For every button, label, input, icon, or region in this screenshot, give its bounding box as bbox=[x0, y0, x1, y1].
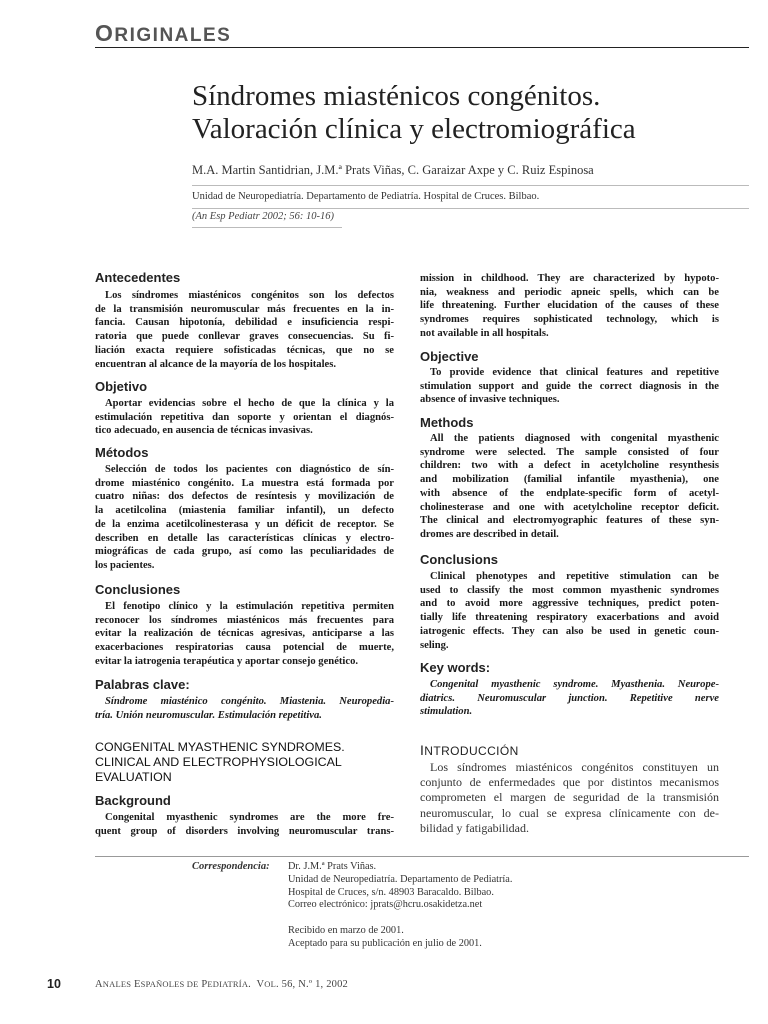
correspondence-text: Dr. J.M.ª Prats Viñas. Unidad de Neuropediatría. Departamento de Pediatría. Hospital de Cruces, s/n. 48903 Baracaldo. Bilbao. Correo electrónico: jprats@hcru.osakidetza.net Recibido en marzo de 2001. Aceptado para su publicación en julio de 2001. bbox=[288, 861, 513, 949]
methods-text: All the patients diagnosed with congenital myasthenic syndrome were selected. The sample consisted of four children: two with a defect in acetylcholine resynthesis and mobilization (familial infantile myasthenia), one with absence of the endplate-specific form of acetyl- cholinesterase and one with acetylcholine receptor deficit. The clinical and electromyographic features of these syn- dromes are described in detail. bbox=[420, 433, 719, 540]
divider bbox=[192, 208, 749, 209]
heading-palabras-clave: Palabras clave: bbox=[95, 677, 190, 692]
affiliation: Unidad de Neuropediatría. Departamento de Pediatría. Hospital de Cruces. Bilbao. bbox=[192, 191, 540, 202]
heading-methods: Methods bbox=[420, 415, 474, 430]
heading-key-words: Key words: bbox=[420, 660, 491, 675]
conclusions-text: Clinical phenotypes and repetitive stimulation can be used to classify the most common myasthenic syndromes and to avoid more aggressive techniques, predict poten- tially life threatening respiratory exacerbations and avoid iatrogenic effects. They can also be used in genetic coun- seling. bbox=[420, 571, 719, 651]
objective-text: To provide evidence that clinical features and repetitive stimulation support and guide the correct diagnosis in the absence of invasive techniques. bbox=[420, 367, 719, 406]
section-label: ORIGINALES bbox=[95, 20, 232, 46]
palabras-clave-text: Síndrome miasténico congénito. Miastenia. Neuropedia- tría. Unión neuromuscular. Estimulación repetitiva. bbox=[95, 696, 394, 721]
authors: M.A. Martin Santidrian, J.M.ª Prats Viñas, C. Garaizar Axpe y C. Ruiz Espinosa bbox=[192, 163, 594, 177]
article-title: Síndromes miasténicos congénitos. Valoración clínica y electromiográfica bbox=[192, 80, 636, 145]
email-link[interactable]: Correo electrónico: jprats@hcru.osakidetza.net bbox=[288, 899, 483, 911]
antecedentes-text: Los síndromes miasténicos congénitos son los defectos de la transmisión neuromuscular más frecuentes en la in- fancia. Causan hipotonía, debilidad e insuficiencia respi- ratoria que puede conllevar graves consecuencias. Su fi- liación exacta requiere sofisticadas técnicas, que no se encuentran al alcance de la mayoría de los hospitales. bbox=[95, 290, 394, 370]
correspondence-label: Correspondencia: bbox=[192, 861, 270, 872]
background-text: Congenital myasthenic syndromes are the more fre- quent group of disorders involving neuromuscular trans- bbox=[95, 812, 394, 837]
heading-introduccion: INTRODUCCIÓN bbox=[420, 742, 519, 758]
citation: (An Esp Pediatr 2002; 56: 10-16) bbox=[192, 211, 335, 222]
divider bbox=[192, 185, 749, 186]
heading-metodos: Métodos bbox=[95, 445, 149, 460]
journal-name: ANALES ESPAÑOLES DE PEDIATRÍA. VOL. 56, N.º 1, 2002 bbox=[95, 979, 348, 990]
heading-conclusiones: Conclusiones bbox=[95, 582, 181, 597]
conclusiones-text: El fenotipo clínico y la estimulación repetitiva permiten reconocer los síndromes miasténicos más frecuentes para evitar la realización de técnicas agresivas, anticiparse a las exacerbaciones respiratorias causa potencial de muerte, evitar la iatrogenia terapéutica y aportar consejo genético. bbox=[95, 601, 394, 667]
heading-background: Background bbox=[95, 793, 171, 808]
english-title: CONGENITAL MYASTHENIC SYNDROMES. CLINICAL AND ELECTROPHYSIOLOGICAL EVALUATION bbox=[95, 740, 345, 784]
key-words-text: Congenital myasthenic syndrome. Myasthenia. Neurope- diatrics. Neuromuscular junction. Repetitive nerve stimulation. bbox=[420, 679, 719, 718]
heading-objective: Objective bbox=[420, 349, 479, 364]
introduccion-text: Los síndromes miasténicos congénitos constituyen un conjunto de enfermedades que por distintos mecanismos comprometen el margen de seguridad de la transmisión neuromuscular, lo cual se expresa clínicamente con de- bilidad y fatigabilidad. bbox=[420, 760, 719, 835]
metodos-text: Selección de todos los pacientes con diagnóstico de sín- drome miasténico congénito. La muestra está formada por cuatro niñas: dos defectos de resíntesis y movilización de la acetilcolina (miastenia familiar infantil), un defecto de la enzima acetilcolinesterasa y un déficit de receptor. Se describen en detalle las características clínicas y electro- miográficas de cada grupo, así como las peculiaridades de los pacientes. bbox=[95, 464, 394, 571]
objetivo-text: Aportar evidencias sobre el hecho de que la clínica y la estimulación repetitiva dan soporte y orientan el diagnós- tico adecuado, en ausencia de técnicas invasivas. bbox=[95, 398, 394, 437]
page-number: 10 bbox=[47, 977, 61, 991]
header-rule bbox=[95, 47, 749, 48]
divider bbox=[192, 227, 342, 228]
heading-objetivo: Objetivo bbox=[95, 379, 148, 394]
footer-rule bbox=[95, 856, 749, 857]
heading-antecedentes: Antecedentes bbox=[95, 270, 181, 285]
heading-conclusions: Conclusions bbox=[420, 552, 499, 567]
background-text-continued: mission in childhood. They are characterized by hypoto- nia, weakness and periodic apneic spells, which can be life threatening. Further elucidation of the causes of these syndromes requires sophisticated technology, which is not available in all hospitals. bbox=[420, 273, 719, 339]
